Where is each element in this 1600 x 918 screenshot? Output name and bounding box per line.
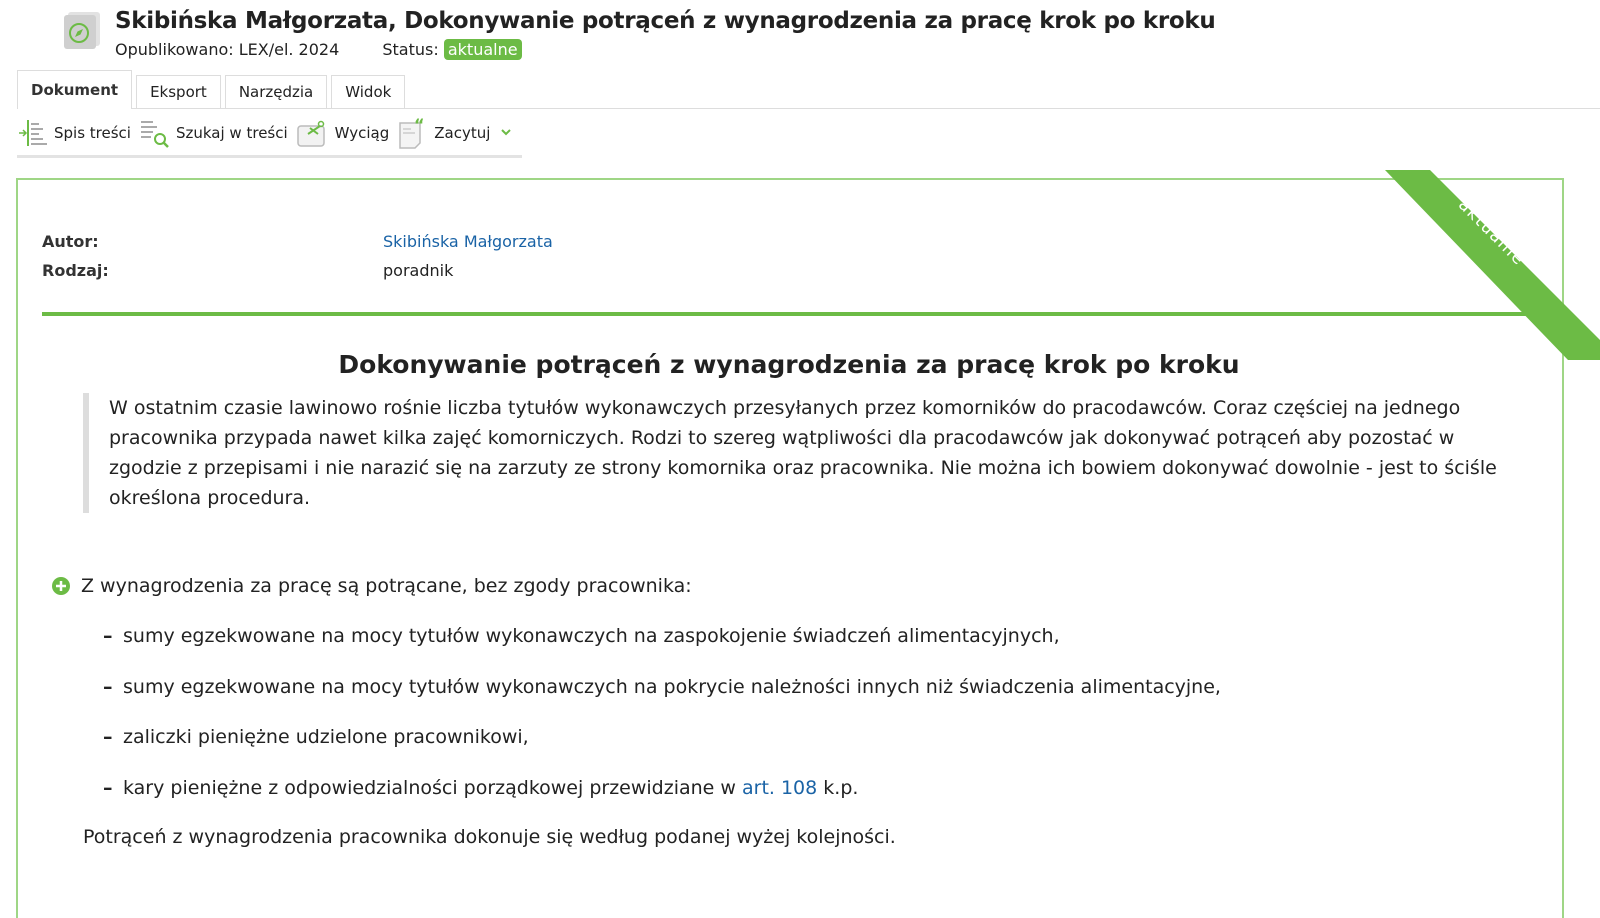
doc-meta xyxy=(115,40,522,59)
list-item-text-suffix: k.p. xyxy=(817,776,859,799)
toc-button[interactable] xyxy=(17,118,131,148)
lead-paragraph: W ostatnim czasie lawinowo rośnie liczba tytułów wykonawczych przesyłanych przez komorników do pracodawców. Coraz częściej na jednego pracownika przypada nawet kilka zajęć komorniczych. Rodzi to szereg wątpliwości dla pracodawców jak dokonywać potrąceń aby pozostać w zgodzie z przepisami i nie narazić się na zarzuty ze strony komornika oraz pracownika. Nie można ich bowiem dokonywać dowolnie - jest to ściśle określona procedura. xyxy=(83,393,1503,513)
table-of-contents-icon xyxy=(17,118,49,148)
extract-label: Wyciąg xyxy=(334,123,390,142)
document-info xyxy=(42,232,553,290)
tab-bar xyxy=(17,70,1600,109)
document-heading: Dokonywanie potrąceń z wynagrodzenia za pracę krok po kroku xyxy=(338,350,1240,379)
author-label: Autor: xyxy=(42,232,99,251)
list-item-text: sumy egzekwowane na mocy tytułów wykonawczych na zaspokojenie świadczeń alimentacyjnych, xyxy=(123,625,1060,647)
divider xyxy=(42,312,1542,316)
list-item: – zaliczki pieniężne udzielone pracownikowi, xyxy=(103,726,1221,777)
closing-paragraph: Potrąceń z wynagrodzenia pracownika dokonuje się według podanej wyżej kolejności. xyxy=(83,826,896,848)
tab-widok[interactable]: Widok xyxy=(331,75,405,108)
cite-label: Zacytuj xyxy=(434,123,491,142)
type-label: Rodzaj: xyxy=(42,261,109,280)
article-link[interactable]: art. 108 xyxy=(741,776,818,799)
search-in-content-label: Szukaj w treści xyxy=(175,123,288,142)
list-item-text: kary pieniężne z odpowiedzialności porządkowej przewidziane w xyxy=(123,776,742,799)
list-item-text: zaliczki pieniężne udzielone pracownikowi, xyxy=(123,726,529,748)
list-item-text: sumy egzekwowane na mocy tytułów wykonawczych na pokrycie należności innych niż świadczenia alimentacyjne, xyxy=(123,675,1221,698)
document-compass-icon xyxy=(62,10,102,50)
list-item: – sumy egzekwowane na mocy tytułów wykonawczych na pokrycie należności innych niż świadczenia alimentacyjne, xyxy=(103,676,1221,727)
extract-button[interactable] xyxy=(296,118,390,148)
cite-button[interactable] xyxy=(397,117,517,149)
tab-dokument[interactable]: Dokument xyxy=(17,70,132,109)
status-badge: aktualne xyxy=(444,39,522,60)
type-value: poradnik xyxy=(383,261,454,280)
toolbar xyxy=(17,110,522,158)
list-item: – sumy egzekwowane na mocy tytułów wykonawczych na zaspokojenie świadczeń alimentacyjnych, xyxy=(103,625,1221,676)
section-title: Z wynagrodzenia za pracę są potrącane, bez zgody pracownika: xyxy=(81,575,692,597)
scissors-icon xyxy=(296,118,330,148)
deduction-list xyxy=(103,625,1221,827)
page-title: Skibińska Małgorzata, Dokonywanie potrąceń z wynagrodzenia za pracę krok po kroku xyxy=(115,8,1216,34)
author-link[interactable]: Skibińska Małgorzata xyxy=(383,232,553,251)
section-header[interactable] xyxy=(52,575,692,597)
status-label: Status: xyxy=(382,40,439,59)
toc-label: Spis treści xyxy=(54,123,131,142)
list-item: – kary pieniężne z odpowiedzialności porządkowej przewidziane w art. 108 k.p. xyxy=(103,776,859,799)
status-ribbon xyxy=(1370,160,1600,360)
svg-text:“: “ xyxy=(414,116,425,134)
tab-narzedzia[interactable]: Narzędzia xyxy=(225,75,327,108)
ribbon-label: aktualne xyxy=(1454,194,1530,270)
published-info: Opublikowano: LEX/el. 2024 xyxy=(115,40,340,59)
search-in-content-button[interactable] xyxy=(139,117,288,149)
tab-eksport[interactable]: Eksport xyxy=(136,75,221,108)
expand-plus-icon[interactable] xyxy=(52,577,70,595)
quote-document-icon xyxy=(397,117,429,149)
chevron-down-icon[interactable] xyxy=(495,127,517,139)
search-text-icon xyxy=(139,117,171,149)
